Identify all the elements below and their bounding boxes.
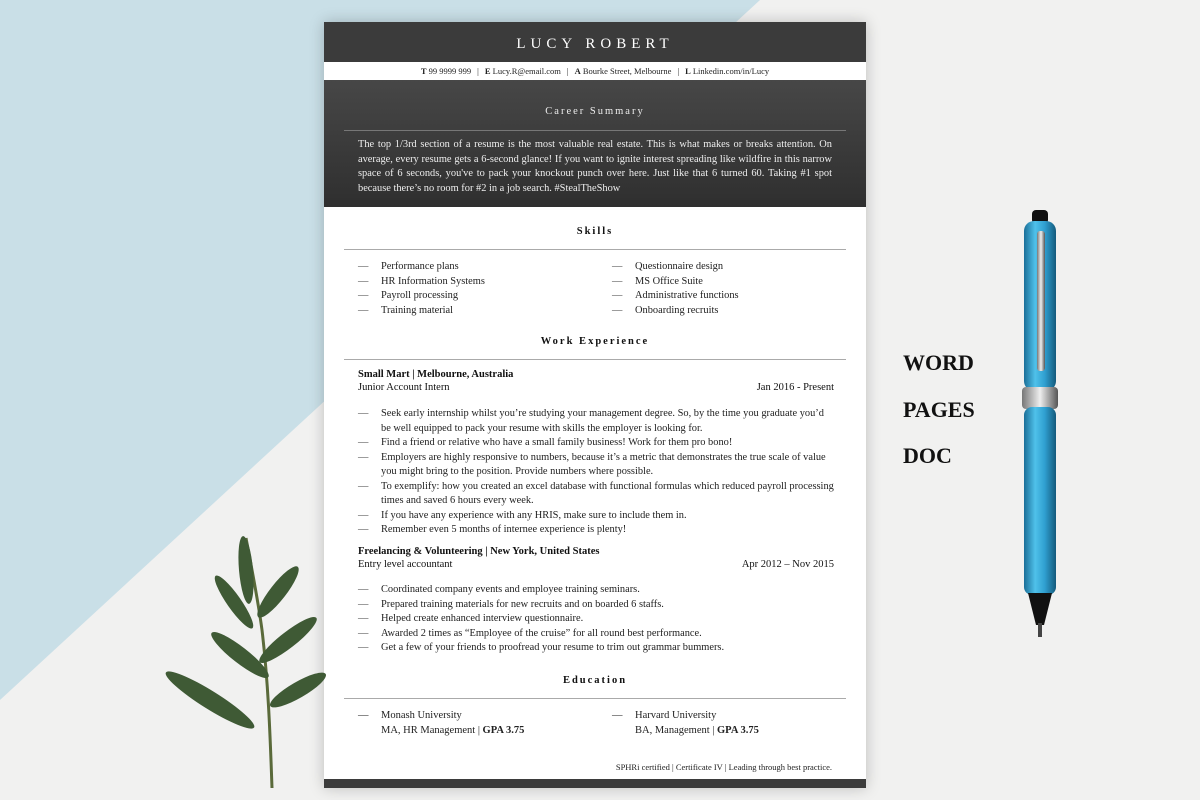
contact-line: T 99 9999 999 | E Lucy.R@email.com | A Bourke Street, Melbourne | L Linkedin.com/in/Lucy (324, 62, 866, 80)
skill-item: — Questionnaire design (612, 260, 842, 275)
resume-page (324, 22, 866, 788)
education-gpa: GPA 3.75 (482, 725, 525, 736)
skill-item: — Onboarding recruits (612, 304, 842, 319)
skills-list-right (612, 260, 842, 318)
format-label: DOC (903, 443, 952, 468)
skill-item: — Administrative functions (612, 289, 842, 304)
job-role: Junior Account Intern (358, 382, 450, 393)
contact-email: Lucy.R@email.com (492, 66, 561, 76)
job-bullet: — If you have any experience with any HRIS, make sure to include them in. (358, 509, 834, 524)
job-bullet: — Prepared training materials for new recruits and on boarded 6 staffs. (358, 598, 834, 613)
education-school: — Monash University (358, 708, 524, 723)
format-label: WORD (903, 350, 974, 375)
format-label: PAGES (903, 396, 975, 422)
job-dates: Jan 2016 - Present (756, 382, 834, 393)
job-company: Small Mart | Melbourne, Australia (358, 369, 514, 380)
job-bullet: — Remember even 5 months of internee experience is plenty! (358, 523, 834, 538)
job-bullet: — Find a friend or relative who have a small family business! Work for them pro bono! (358, 436, 834, 451)
job-company: Freelancing & Volunteering | New York, United States (358, 546, 600, 557)
education-item (358, 708, 524, 738)
job-bullet: — Employers are highly responsive to numbers, because it’s a metric that demonstrates the true scale of value you might bring to the position. Provide numbers where possible. (358, 451, 834, 480)
job-bullet: — Awarded 2 times as “Employee of the cruise” for all round best performance. (358, 627, 834, 642)
contact-linkedin: Linkedin.com/in/Lucy (692, 66, 770, 76)
job-bullet: — Get a few of your friends to proofread your resume to trim out grammar bummers. (358, 641, 834, 656)
skill-item: — HR Information Systems (358, 275, 588, 290)
footer-note: SPHRi certified | Certificate IV | Leading through best practice. (615, 762, 832, 772)
job-bullet: — Seek early internship whilst you’re studying your management degree. So, by the time you graduate you’d be well equipped to pack your resume with skills the employer is looking for. (358, 407, 834, 436)
divider (344, 249, 846, 250)
education-degree: BA, Management | (635, 725, 715, 736)
skills-section (324, 226, 866, 316)
job-bullet: — Coordinated company events and employee training seminars. (358, 583, 834, 598)
career-summary-section (324, 80, 866, 207)
education-section (324, 675, 866, 686)
job-bullet: — To exemplify: how you created an excel database with functional formulas which reduced payroll processing times and saved 6 hours every week. (358, 480, 834, 509)
skill-item: — Payroll processing (358, 289, 588, 304)
job-1-header (358, 369, 834, 393)
job-2-header (358, 546, 834, 570)
skills-list-left (358, 260, 588, 318)
contact-address: Bourke Street, Melbourne (582, 66, 672, 76)
job-bullet: — Helped create enhanced interview questionnaire. (358, 612, 834, 627)
education-item (612, 708, 759, 738)
job-2-bullets (358, 583, 834, 656)
bottom-bar (324, 779, 866, 788)
format-list (903, 340, 975, 480)
skill-item: — Training material (358, 304, 588, 319)
plant-image (150, 530, 350, 790)
divider (344, 698, 846, 699)
resume-name: LUCY ROBERT (324, 22, 866, 62)
job-role: Entry level accountant (358, 559, 453, 570)
education-title: Education (562, 675, 628, 686)
education-school: — Harvard University (612, 708, 759, 723)
divider (344, 359, 846, 360)
job-1-bullets (358, 407, 834, 538)
job-dates: Apr 2012 – Nov 2015 (741, 559, 834, 570)
work-experience-section (324, 336, 866, 347)
divider (344, 130, 846, 131)
career-summary-text: The top 1/3rd section of a resume is the most valuable real estate. This is what makes or breaks attention. On average, every resume gets a 6-second glance! If you want to ignite interest spreading like wildfire in this narrow space of 6 seconds, you've to pack your knockout punch over here. Just like that 6 turned 60. Taking #1 spot because there’s no room for #2 in a job search. #StealTheShow (358, 139, 832, 194)
skill-item: — Performance plans (358, 260, 588, 275)
contact-phone: 99 9999 999 (428, 66, 472, 76)
education-degree: MA, HR Management | (381, 725, 480, 736)
skill-item: — MS Office Suite (612, 275, 842, 290)
work-experience-title: Work Experience (540, 336, 650, 347)
skills-title: Skills (576, 226, 614, 237)
education-gpa: GPA 3.75 (717, 725, 759, 736)
pen-image (1010, 205, 1070, 645)
career-summary-title: Career Summary (545, 106, 645, 117)
